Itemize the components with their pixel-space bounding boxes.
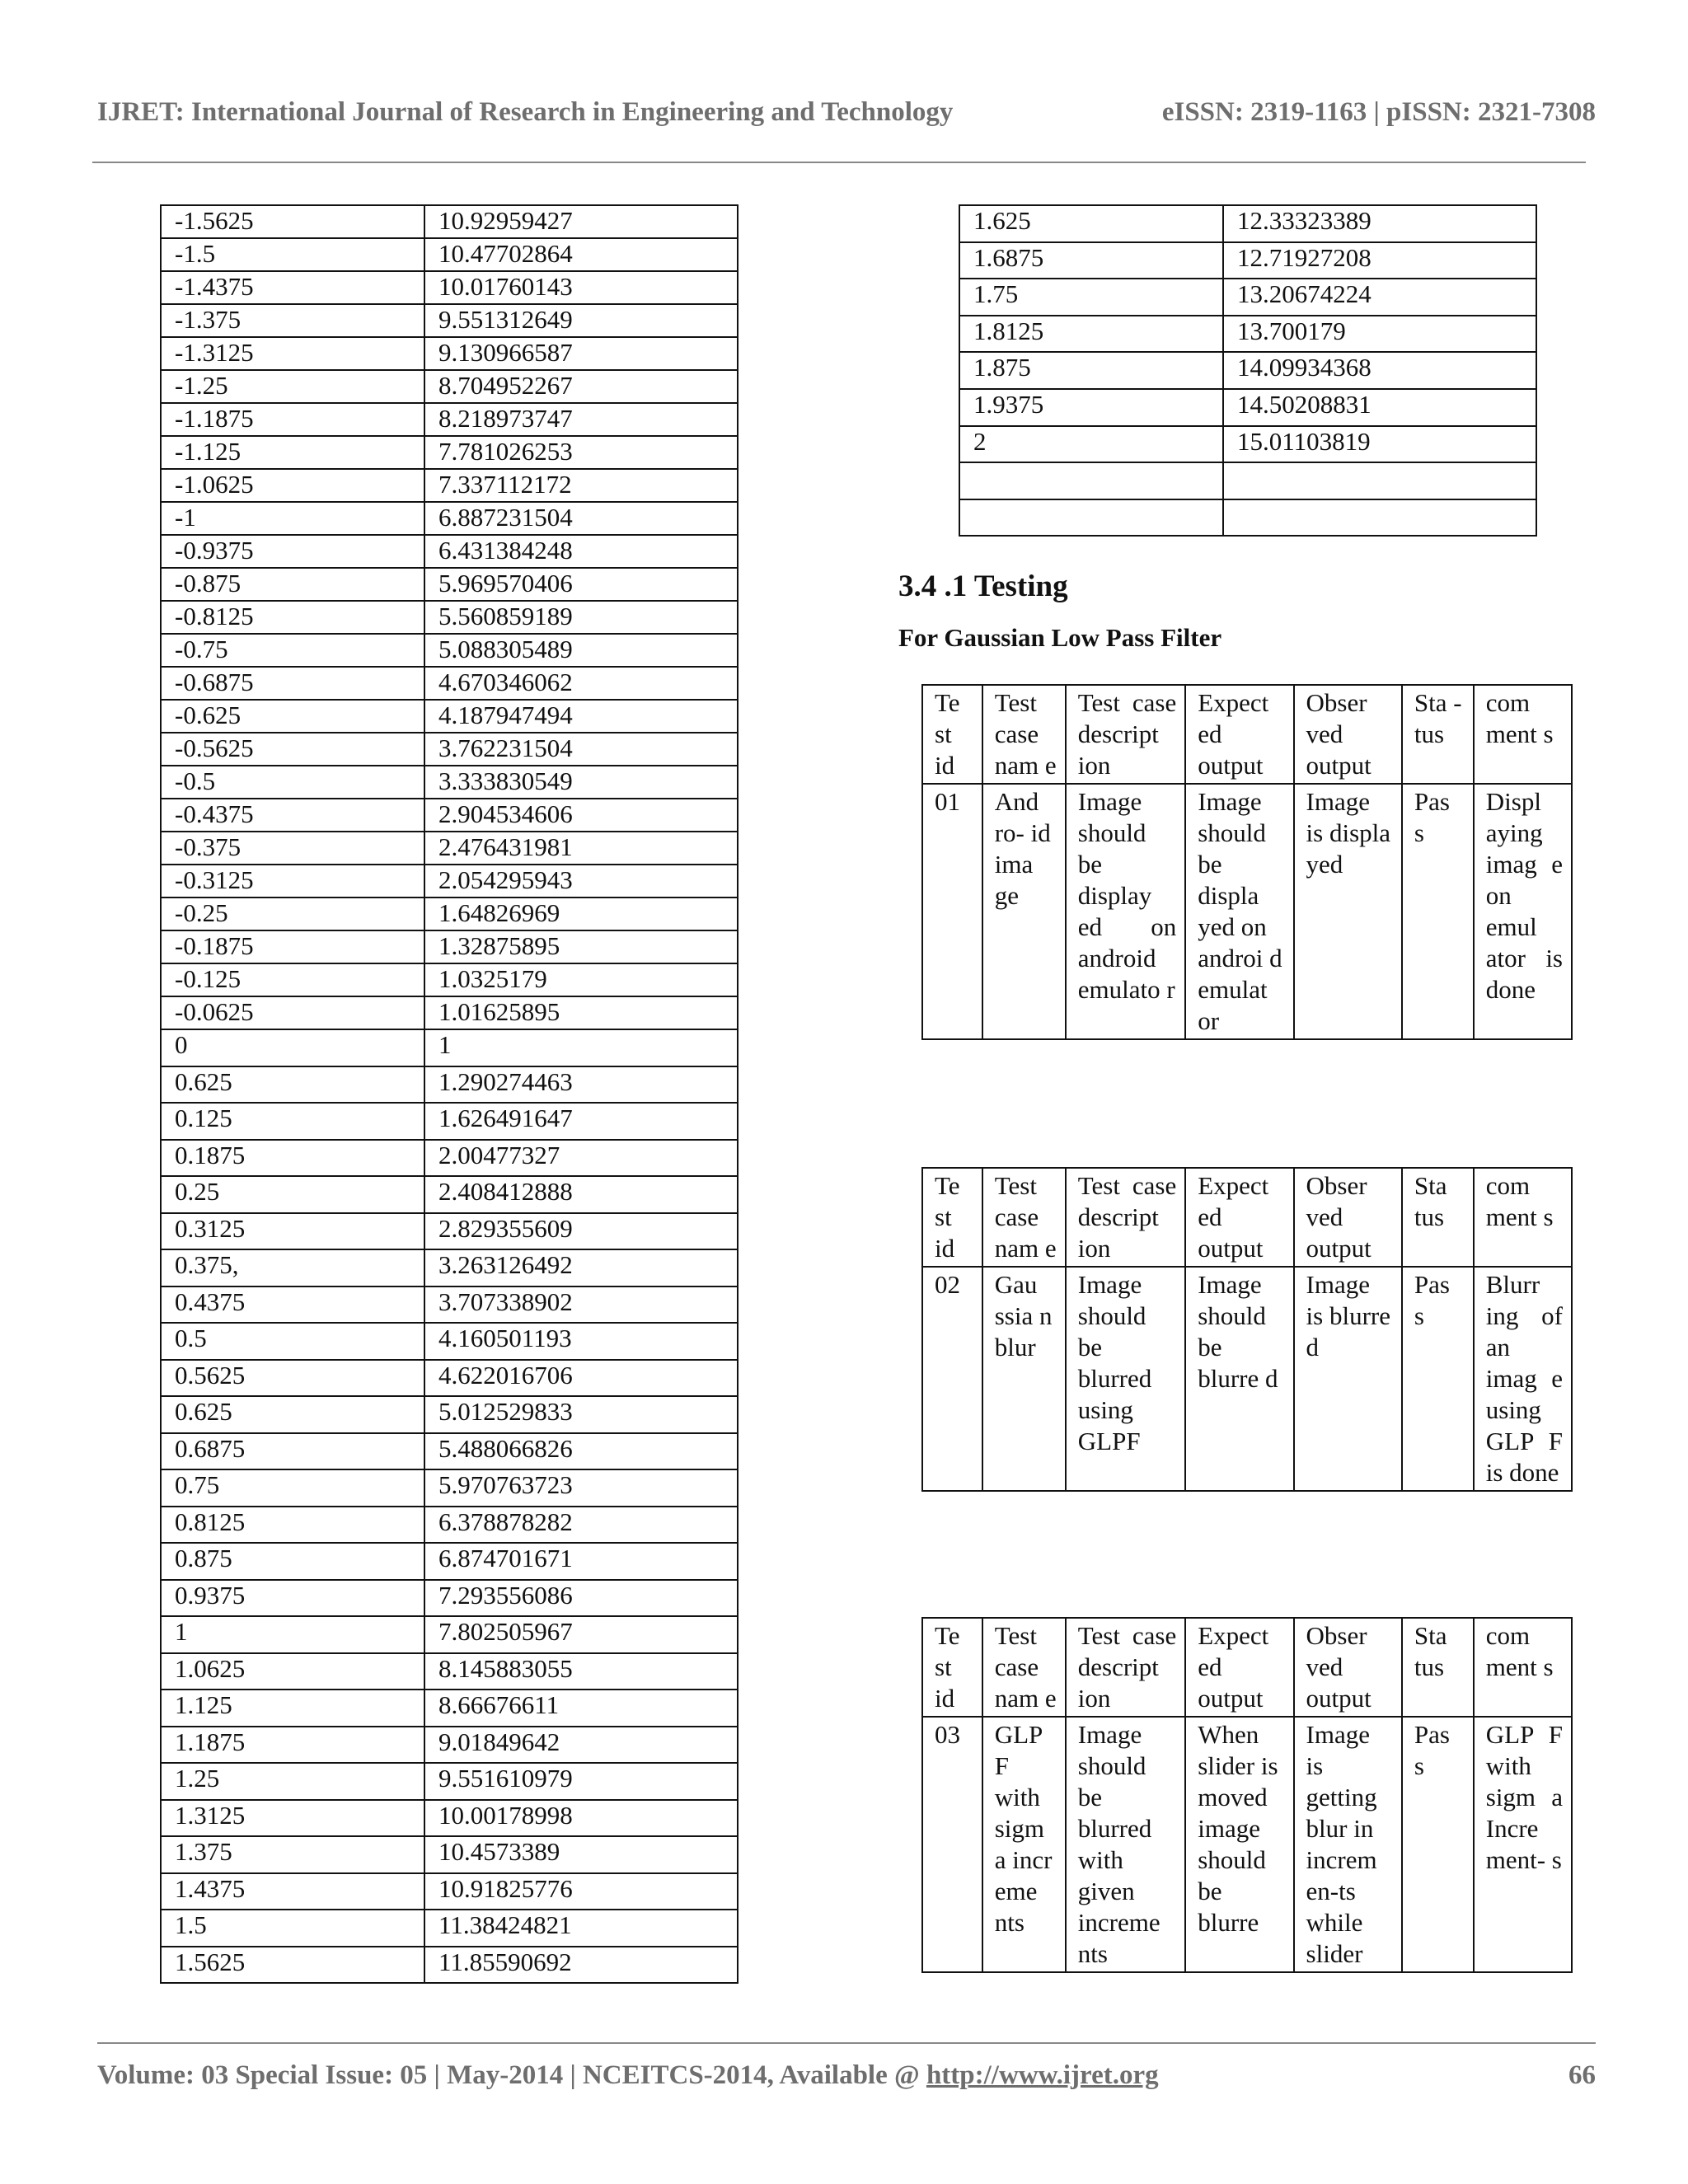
y-value-cell: 8.66676611 [424, 1690, 738, 1727]
y-value-cell: 6.874701671 [424, 1543, 738, 1580]
y-value-cell: 2.829355609 [424, 1213, 738, 1250]
section-title: 3.4 .1 Testing [898, 569, 1068, 603]
table-row [161, 667, 738, 700]
x-value-cell: -1.5 [161, 238, 424, 271]
y-value-cell: 6.378878282 [424, 1507, 738, 1544]
table-row [161, 1836, 738, 1873]
table-row [922, 1267, 1572, 1491]
test-case-description-cell: Image should be display ed on android emulato r [1066, 784, 1185, 1039]
table-row [161, 634, 738, 667]
x-value-cell: -0.1875 [161, 930, 424, 963]
x-value-cell: 0.625 [161, 1396, 424, 1433]
y-value-cell: 2.054295943 [424, 865, 738, 898]
x-value-cell: 1.1875 [161, 1727, 424, 1764]
x-value-cell: 1 [161, 1616, 424, 1653]
x-value-cell: -0.25 [161, 898, 424, 930]
y-value-cell: 9.130966587 [424, 337, 738, 370]
comments-cell: Displ aying imag e on emul ator is done [1474, 784, 1572, 1039]
x-value-cell: 2 [959, 426, 1223, 463]
data-table-right [959, 204, 1537, 537]
table-row [922, 784, 1572, 1039]
status-header: Sta -tus [1402, 685, 1474, 784]
y-value-cell: 5.970763723 [424, 1469, 738, 1507]
table-row [161, 1507, 738, 1544]
y-value-cell: 5.012529833 [424, 1396, 738, 1433]
y-value-cell: 5.969570406 [424, 568, 738, 601]
y-value-cell: 10.91825776 [424, 1873, 738, 1910]
y-value-cell: 14.50208831 [1223, 389, 1536, 426]
x-value-cell: 1.8125 [959, 316, 1223, 353]
y-value-cell: 12.71927208 [1223, 242, 1536, 279]
y-value-cell: 8.145883055 [424, 1653, 738, 1690]
observed-output-header: Obser ved output [1294, 685, 1402, 784]
y-value-cell: 6.887231504 [424, 502, 738, 535]
table-row [959, 242, 1536, 279]
table-row [161, 535, 738, 568]
comments-header: com ment s [1474, 1168, 1572, 1267]
observed-output-header: Obser ved output [1294, 1168, 1402, 1267]
y-value-cell: 1.290274463 [424, 1066, 738, 1104]
issn: eISSN: 2319-1163 | pISSN: 2321-7308 [1161, 97, 1596, 127]
x-value-cell: -1.125 [161, 436, 424, 469]
status-cell: Pas s [1402, 1717, 1474, 1972]
test-case-name-cell: Gau ssia n blur [982, 1267, 1066, 1491]
x-value-cell: -0.5 [161, 766, 424, 799]
x-value-cell: -0.875 [161, 568, 424, 601]
table-row [161, 601, 738, 634]
observed-output-cell: Image is getting blur in increm en-ts while slider [1294, 1717, 1402, 1972]
comments-cell: GLP F with sigm a Incre ment- s [1474, 1717, 1572, 1972]
section-subtitle: For Gaussian Low Pass Filter [898, 623, 1222, 652]
x-value-cell: 0.3125 [161, 1213, 424, 1250]
test-case-description-header: Test case descript ion [1066, 685, 1185, 784]
y-value-cell: 2.904534606 [424, 799, 738, 832]
table-row [161, 205, 738, 238]
test-case-name-cell: And ro- id ima ge [982, 784, 1066, 1039]
table-row [161, 271, 738, 304]
y-value-cell: 8.704952267 [424, 370, 738, 403]
table-row [161, 733, 738, 766]
table-row [161, 568, 738, 601]
y-value-cell [1223, 499, 1536, 537]
table-row [161, 469, 738, 502]
test-case-table-1 [921, 684, 1573, 1040]
table-row [161, 1433, 738, 1470]
status-cell: Pas s [1402, 784, 1474, 1039]
x-value-cell: 0.8125 [161, 1507, 424, 1544]
x-value-cell: -1.3125 [161, 337, 424, 370]
table-row [161, 1249, 738, 1286]
observed-output-header: Obser ved output [1294, 1618, 1402, 1717]
x-value-cell: -0.375 [161, 832, 424, 865]
table-row [959, 316, 1536, 353]
x-value-cell: 0.5625 [161, 1360, 424, 1397]
table-row [161, 436, 738, 469]
table-row [161, 963, 738, 996]
x-value-cell: 1.9375 [959, 389, 1223, 426]
test-case-description-header: Test case descript ion [1066, 1168, 1185, 1267]
header-divider [92, 162, 1586, 163]
x-value-cell: 1.75 [959, 279, 1223, 316]
y-value-cell: 7.293556086 [424, 1580, 738, 1617]
y-value-cell: 10.47702864 [424, 238, 738, 271]
x-value-cell: 0.875 [161, 1543, 424, 1580]
test-id-cell: 01 [922, 784, 982, 1039]
x-value-cell: 0.625 [161, 1066, 424, 1104]
y-value-cell: 10.01760143 [424, 271, 738, 304]
table-row [959, 205, 1536, 242]
y-value-cell: 11.38424821 [424, 1910, 738, 1947]
data-table-left [160, 204, 738, 1984]
expected-output-header: Expect ed output [1185, 685, 1293, 784]
y-value-cell: 9.01849642 [424, 1727, 738, 1764]
y-value-cell: 10.4573389 [424, 1836, 738, 1873]
y-value-cell: 1 [424, 1029, 738, 1066]
table-row [161, 1910, 738, 1947]
y-value-cell: 10.00178998 [424, 1800, 738, 1837]
x-value-cell: -0.3125 [161, 865, 424, 898]
test-id-header: Te st id [922, 1618, 982, 1717]
test-id-header: Te st id [922, 1168, 982, 1267]
x-value-cell: 0.6875 [161, 1433, 424, 1470]
y-value-cell: 13.700179 [1223, 316, 1536, 353]
table-row [161, 1213, 738, 1250]
y-value-cell: 3.707338902 [424, 1286, 738, 1324]
table-row [161, 1580, 738, 1617]
journal-title: IJRET: International Journal of Research in Engineering and Technology [97, 97, 954, 127]
x-value-cell: -1.5625 [161, 205, 424, 238]
table-row [161, 1323, 738, 1360]
table-row [161, 832, 738, 865]
y-value-cell: 4.187947494 [424, 700, 738, 733]
y-value-cell: 1.626491647 [424, 1103, 738, 1140]
test-id-header: Te st id [922, 685, 982, 784]
table-row [161, 1176, 738, 1213]
table-row [161, 1616, 738, 1653]
x-value-cell: -1.4375 [161, 271, 424, 304]
x-value-cell: 1.25 [161, 1763, 424, 1800]
y-value-cell: 15.01103819 [1223, 426, 1536, 463]
y-value-cell: 2.00477327 [424, 1140, 738, 1177]
test-case-description-cell: Image should be blurred using GLPF [1066, 1267, 1185, 1491]
table-row [161, 930, 738, 963]
x-value-cell: -0.5625 [161, 733, 424, 766]
y-value-cell: 1.32875895 [424, 930, 738, 963]
x-value-cell: 1.5 [161, 1910, 424, 1947]
y-value-cell: 12.33323389 [1223, 205, 1536, 242]
table-row [161, 403, 738, 436]
y-value-cell: 10.92959427 [424, 205, 738, 238]
x-value-cell: -1.1875 [161, 403, 424, 436]
table-row [161, 700, 738, 733]
table-row [161, 1066, 738, 1104]
comments-header: com ment s [1474, 1618, 1572, 1717]
page-number: 66 [1568, 2060, 1596, 2090]
table-row [959, 389, 1536, 426]
x-value-cell: 0.5 [161, 1323, 424, 1360]
x-value-cell: -0.6875 [161, 667, 424, 700]
test-case-name-cell: GLP F with sigm a incr eme nts [982, 1717, 1066, 1972]
page-header [97, 97, 1596, 128]
table-row [161, 1286, 738, 1324]
comments-cell: Blurr ing of an imag e using GLP F is done [1474, 1267, 1572, 1491]
x-value-cell: 0.4375 [161, 1286, 424, 1324]
test-case-table-2 [921, 1167, 1573, 1492]
table-row [161, 1029, 738, 1066]
y-value-cell: 1.0325179 [424, 963, 738, 996]
table-row [161, 1469, 738, 1507]
footer-divider [97, 2042, 1596, 2044]
table-row [161, 1103, 738, 1140]
expected-output-cell: When slider is moved image should be blurre [1185, 1717, 1293, 1972]
x-value-cell: 1.0625 [161, 1653, 424, 1690]
y-value-cell: 1.64826969 [424, 898, 738, 930]
table-row [959, 499, 1536, 537]
table-row [959, 462, 1536, 499]
x-value-cell: 0.75 [161, 1469, 424, 1507]
x-value-cell: 0.25 [161, 1176, 424, 1213]
table-row [161, 1763, 738, 1800]
x-value-cell [959, 499, 1223, 537]
x-value-cell: 0 [161, 1029, 424, 1066]
x-value-cell: -1 [161, 502, 424, 535]
table-row [959, 279, 1536, 316]
y-value-cell: 13.20674224 [1223, 279, 1536, 316]
table-row [161, 337, 738, 370]
x-value-cell: -0.9375 [161, 535, 424, 568]
expected-output-header: Expect ed output [1185, 1168, 1293, 1267]
status-header: Sta tus [1402, 1618, 1474, 1717]
y-value-cell: 5.488066826 [424, 1433, 738, 1470]
x-value-cell: 0.375, [161, 1249, 424, 1286]
y-value-cell: 1.01625895 [424, 996, 738, 1029]
x-value-cell: 1.875 [959, 352, 1223, 389]
x-value-cell: -1.0625 [161, 469, 424, 502]
x-value-cell: -0.4375 [161, 799, 424, 832]
table-row [161, 799, 738, 832]
table-header-row [922, 1168, 1572, 1267]
y-value-cell: 2.476431981 [424, 832, 738, 865]
x-value-cell: 1.6875 [959, 242, 1223, 279]
table-row [161, 1800, 738, 1837]
y-value-cell: 4.160501193 [424, 1323, 738, 1360]
table-row [161, 766, 738, 799]
x-value-cell: 0.125 [161, 1103, 424, 1140]
table-header-row [922, 1618, 1572, 1717]
status-header: Sta tus [1402, 1168, 1474, 1267]
expected-output-header: Expect ed output [1185, 1618, 1293, 1717]
table-row [161, 370, 738, 403]
x-value-cell: -0.8125 [161, 601, 424, 634]
y-value-cell: 8.218973747 [424, 403, 738, 436]
page-footer [97, 2060, 1596, 2091]
journal-link[interactable]: http://www.ijret.org [926, 2060, 1159, 2090]
table-row [161, 1543, 738, 1580]
table-row [161, 1947, 738, 1984]
table-row [959, 352, 1536, 389]
x-value-cell: 1.375 [161, 1836, 424, 1873]
table-row [161, 1140, 738, 1177]
x-value-cell: 1.3125 [161, 1800, 424, 1837]
table-row [161, 1873, 738, 1910]
footer-text: Volume: 03 Special Issue: 05 | May-2014 | NCEITCS-2014, Available @ http://www.ijret.org [97, 2060, 1159, 2090]
observed-output-cell: Image is blurre d [1294, 1267, 1402, 1491]
x-value-cell: 1.625 [959, 205, 1223, 242]
y-value-cell: 7.802505967 [424, 1616, 738, 1653]
x-value-cell: -0.0625 [161, 996, 424, 1029]
test-id-cell: 03 [922, 1717, 982, 1972]
x-value-cell: -1.25 [161, 370, 424, 403]
test-case-name-header: Test case nam e [982, 685, 1066, 784]
x-value-cell: -0.625 [161, 700, 424, 733]
y-value-cell: 7.781026253 [424, 436, 738, 469]
table-header-row [922, 685, 1572, 784]
x-value-cell: -0.125 [161, 963, 424, 996]
y-value-cell: 11.85590692 [424, 1947, 738, 1984]
table-row [161, 1396, 738, 1433]
table-row [161, 996, 738, 1029]
y-value-cell: 2.408412888 [424, 1176, 738, 1213]
y-value-cell: 4.622016706 [424, 1360, 738, 1397]
y-value-cell [1223, 462, 1536, 499]
y-value-cell: 9.551312649 [424, 304, 738, 337]
y-value-cell: 3.762231504 [424, 733, 738, 766]
expected-output-cell: Image should be blurre d [1185, 1267, 1293, 1491]
status-cell: Pas s [1402, 1267, 1474, 1491]
table-row [161, 1727, 738, 1764]
x-value-cell: 1.125 [161, 1690, 424, 1727]
x-value-cell: 1.5625 [161, 1947, 424, 1984]
test-case-name-header: Test case nam e [982, 1168, 1066, 1267]
test-case-name-header: Test case nam e [982, 1618, 1066, 1717]
expected-output-cell: Image should be displa yed on androi d emulat or [1185, 784, 1293, 1039]
x-value-cell: 0.1875 [161, 1140, 424, 1177]
table-row [161, 304, 738, 337]
table-row [161, 238, 738, 271]
x-value-cell: 0.9375 [161, 1580, 424, 1617]
test-case-description-cell: Image should be blurred with given increme nts [1066, 1717, 1185, 1972]
table-row [161, 865, 738, 898]
table-row [161, 1360, 738, 1397]
y-value-cell: 9.551610979 [424, 1763, 738, 1800]
table-row [161, 502, 738, 535]
x-value-cell: -1.375 [161, 304, 424, 337]
x-value-cell: 1.4375 [161, 1873, 424, 1910]
comments-header: com ment s [1474, 685, 1572, 784]
y-value-cell: 14.09934368 [1223, 352, 1536, 389]
y-value-cell: 7.337112172 [424, 469, 738, 502]
table-row [161, 1653, 738, 1690]
test-case-table-3 [921, 1617, 1573, 1973]
y-value-cell: 4.670346062 [424, 667, 738, 700]
test-id-cell: 02 [922, 1267, 982, 1491]
y-value-cell: 5.088305489 [424, 634, 738, 667]
observed-output-cell: Image is displa yed [1294, 784, 1402, 1039]
table-row [161, 898, 738, 930]
test-case-description-header: Test case descript ion [1066, 1618, 1185, 1717]
y-value-cell: 5.560859189 [424, 601, 738, 634]
x-value-cell: -0.75 [161, 634, 424, 667]
table-row [161, 1690, 738, 1727]
table-row [959, 426, 1536, 463]
table-row [922, 1717, 1572, 1972]
y-value-cell: 3.263126492 [424, 1249, 738, 1286]
y-value-cell: 6.431384248 [424, 535, 738, 568]
y-value-cell: 3.333830549 [424, 766, 738, 799]
x-value-cell [959, 462, 1223, 499]
